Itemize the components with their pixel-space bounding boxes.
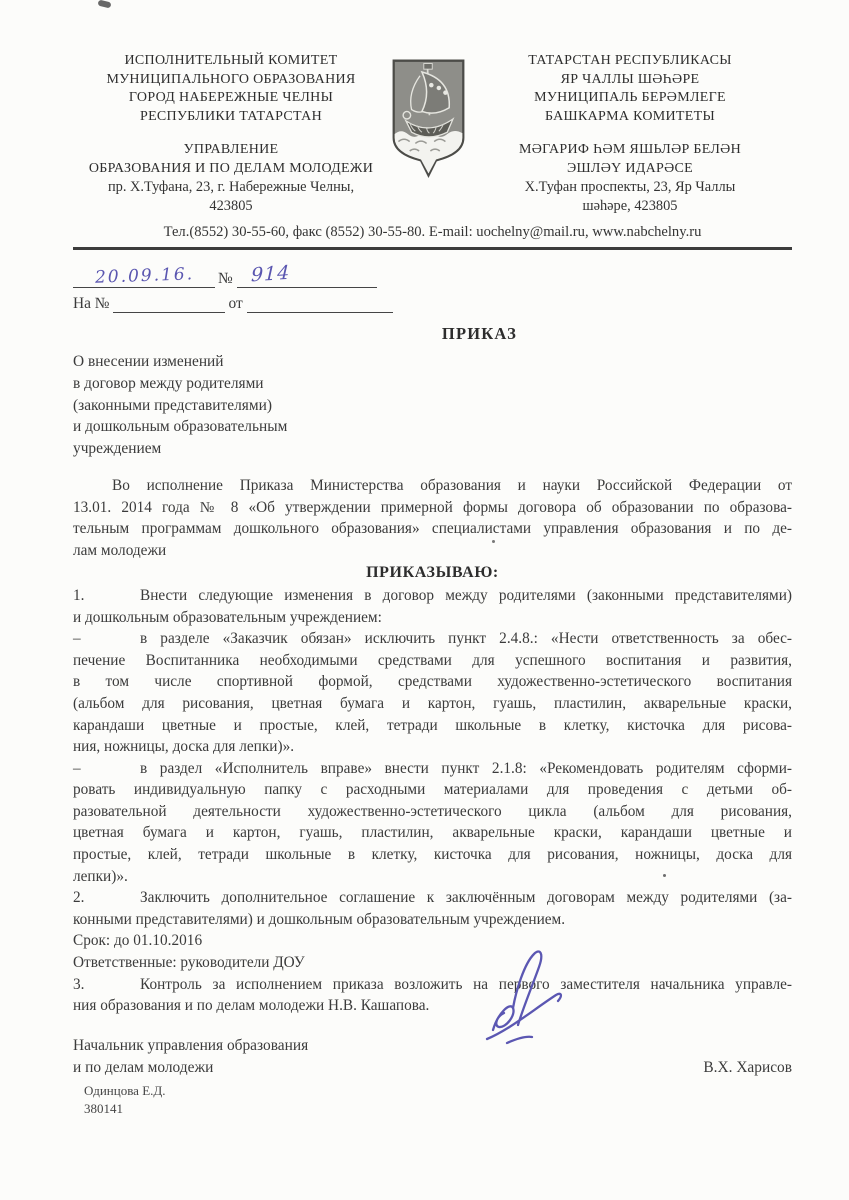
requisites-block xyxy=(73,260,403,313)
handwritten-signature-icon xyxy=(477,946,577,1058)
ot-underline xyxy=(247,290,393,313)
text-line: О внесении изменений xyxy=(73,353,224,370)
text-line: и по делам молодежи xyxy=(73,1058,214,1076)
text-line: МУНИЦИПАЛЬ БЕРӘМЛЕГЕ xyxy=(534,90,726,105)
text-line: пр. Х.Туфана, 23, г. Набережные Челны, xyxy=(107,179,355,195)
order-body-text xyxy=(73,475,792,1017)
text-line: ОБРАЗОВАНИЯ И ПО ДЕЛАМ МОЛОДЕЖИ xyxy=(88,160,374,176)
text-line: РЕСПУБЛИКИ ТАТАРСТАН xyxy=(139,108,322,124)
order-paragraph xyxy=(73,952,792,974)
text-line: ИСПОЛНИТЕЛЬНЫЙ КОМИТЕТ xyxy=(124,53,338,68)
text-line: (альбом для рисования, цветная бумага и картон, гуашь, пластилин, акварельные краски, xyxy=(73,694,792,712)
executor-phone: 380141 xyxy=(84,1101,123,1116)
order-item xyxy=(73,585,792,628)
text-line: ЯР ЧАЛЛЫ ШӘҺӘРЕ xyxy=(560,71,700,87)
text-line: Начальник управления образования xyxy=(73,1036,309,1054)
address-tt xyxy=(468,178,792,215)
handwritten-number: 914 xyxy=(250,261,291,287)
text-line: и дошкольным образовательным учреждением: xyxy=(73,608,382,626)
text-line: ния, ножницы, доска для лепки)». xyxy=(73,738,295,756)
text-line: тельным программам дошкольного образования» специалистами управления образования и по де- xyxy=(73,520,792,538)
text-line: и дошкольным образовательным xyxy=(73,418,288,436)
letterhead-divider-rule xyxy=(73,247,792,250)
order-paragraph xyxy=(73,930,792,952)
signer-position xyxy=(73,1035,308,1079)
letterhead xyxy=(73,0,792,215)
date-number-row xyxy=(73,260,403,288)
text-line: шәһәре, 423805 xyxy=(582,197,678,214)
letterhead-left-russian xyxy=(73,52,389,215)
scan-artifact-speck xyxy=(492,540,495,543)
text-line: 13.01. 2014 года № 8 «Об утверждении примерной формы договора об образовании по образова- xyxy=(73,498,792,516)
address-ru xyxy=(73,178,389,215)
letterhead-right-tatar xyxy=(468,52,792,215)
text-line: конными представителями) и дошкольным образовательным учреждением. xyxy=(73,910,566,928)
executor-footer xyxy=(84,1082,166,1118)
signature-block xyxy=(73,1035,792,1079)
text-line: 1. Внести следующие изменения в договор между родителями (законными представителями) xyxy=(73,585,792,607)
executor-name: Одинцова Е.Д. xyxy=(84,1083,166,1098)
item-marker: 1. xyxy=(73,586,85,604)
text-line: БАШКАРМА КОМИТЕТЫ xyxy=(544,108,715,124)
text-line: Срок: до 01.10.2016 xyxy=(73,932,203,950)
text-line: МӘГАРИФ ҺӘМ ЯШЬЛӘР БЕЛӘН xyxy=(518,142,741,157)
scan-artifact-speck xyxy=(663,874,666,877)
na-number-label: На № xyxy=(73,295,110,312)
text-line: (законными представителями) xyxy=(73,396,272,414)
item-marker: – xyxy=(73,630,81,648)
text-line: в том числе спортивной формой, средствами художественно-эстетического воспитания xyxy=(73,673,792,691)
text-line: печение Воспитанника необходимыми средствами для успешного воспитания и развития, xyxy=(73,651,792,669)
order-item xyxy=(73,887,792,930)
order-item xyxy=(73,628,792,758)
na-number-underline xyxy=(113,290,225,313)
text-line: УПРАВЛЕНИЕ xyxy=(183,142,279,157)
dept-name-ru xyxy=(73,141,389,178)
order-paragraph xyxy=(73,475,792,561)
number-sign-label: № xyxy=(218,270,233,287)
handwritten-date: 20.09.16. xyxy=(94,264,195,288)
text-line: 2. Заключить дополнительное соглашение к заключённым договорам между родителями (за- xyxy=(73,887,792,909)
text-line: простые, клей, тетради школьные в клетку, кисточка для рисования, ножницы, доска для xyxy=(73,846,792,864)
text-line: лепки)». xyxy=(73,867,128,885)
text-line: Х.Туфан проспекты, 23, Яр Чаллы xyxy=(524,179,736,195)
text-line: карандаши цветные и простые, клей, тетради школьные в клетку, кисточка для рисова- xyxy=(73,716,792,734)
order-subject xyxy=(73,351,792,460)
coat-of-arms-icon xyxy=(389,52,468,183)
item-marker: 2. xyxy=(73,889,85,907)
date-underline xyxy=(73,259,215,288)
text-line: – в раздел «Исполнитель вправе» внести пункт 2.1.8: «Рекомендовать родителям сформи- xyxy=(73,758,792,780)
number-underline xyxy=(237,259,377,288)
text-line: 3. Контроль за исполнением приказа возложить на первого заместителя начальника управле- xyxy=(73,974,792,996)
org-name-tt xyxy=(468,52,792,126)
text-line: ровать индивидуальную папку с расходными материалами для проведения с детьми об- xyxy=(73,781,792,799)
text-line: ЭШЛӘҮ ИДАРӘСЕ xyxy=(566,160,694,176)
text-line: учреждением xyxy=(73,440,162,458)
org-name-ru xyxy=(73,52,389,126)
reply-to-row xyxy=(73,291,403,313)
text-line: лам молодежи xyxy=(73,541,167,559)
ot-label: от xyxy=(228,295,243,312)
dept-name-tt xyxy=(468,141,792,178)
text-line: Во исполнение Приказа Министерства образования и науки Российской Федерации от xyxy=(112,476,792,494)
text-line: МУНИЦИПАЛЬНОГО ОБРАЗОВАНИЯ xyxy=(106,71,356,87)
text-line: – в разделе «Заказчик обязан» исключить пункт 2.4.8.: «Нести ответственность за обес- xyxy=(73,628,792,650)
order-item xyxy=(73,758,792,888)
order-item xyxy=(73,974,792,1017)
text-line: 423805 xyxy=(209,197,253,214)
text-line: Ответственные: руководители ДОУ xyxy=(73,954,305,972)
text-line: разовательной деятельности художественно-эстетического цикла (альбом для рисования, xyxy=(73,802,792,820)
text-line: ГОРОД НАБЕРЕЖНЫЕ ЧЕЛНЫ xyxy=(128,90,334,105)
item-marker: – xyxy=(73,759,81,777)
text-line: ния образования и по делам молодежи Н.В. Кашапова. xyxy=(73,997,430,1015)
text-line: ТАТАРСТАН РЕСПУБЛИКАСЫ xyxy=(528,53,732,68)
text-line: цветная бумага и картон, гуашь, пластилин, акварельные краски, карандаши цветные и xyxy=(73,824,792,842)
item-marker: 3. xyxy=(73,975,85,993)
text-line: в договор между родителями xyxy=(73,374,264,392)
signer-name: В.Х. Харисов xyxy=(703,1058,792,1076)
order-section-heading: ПРИКАЗЫВАЮ: xyxy=(366,564,499,582)
contact-line: Тел.(8552) 30-55-60, факс (8552) 30-55-80. E-mail: uochelny@mail.ru, www.nabchelny.ru xyxy=(163,224,702,240)
order-title: ПРИКАЗ xyxy=(441,324,518,343)
